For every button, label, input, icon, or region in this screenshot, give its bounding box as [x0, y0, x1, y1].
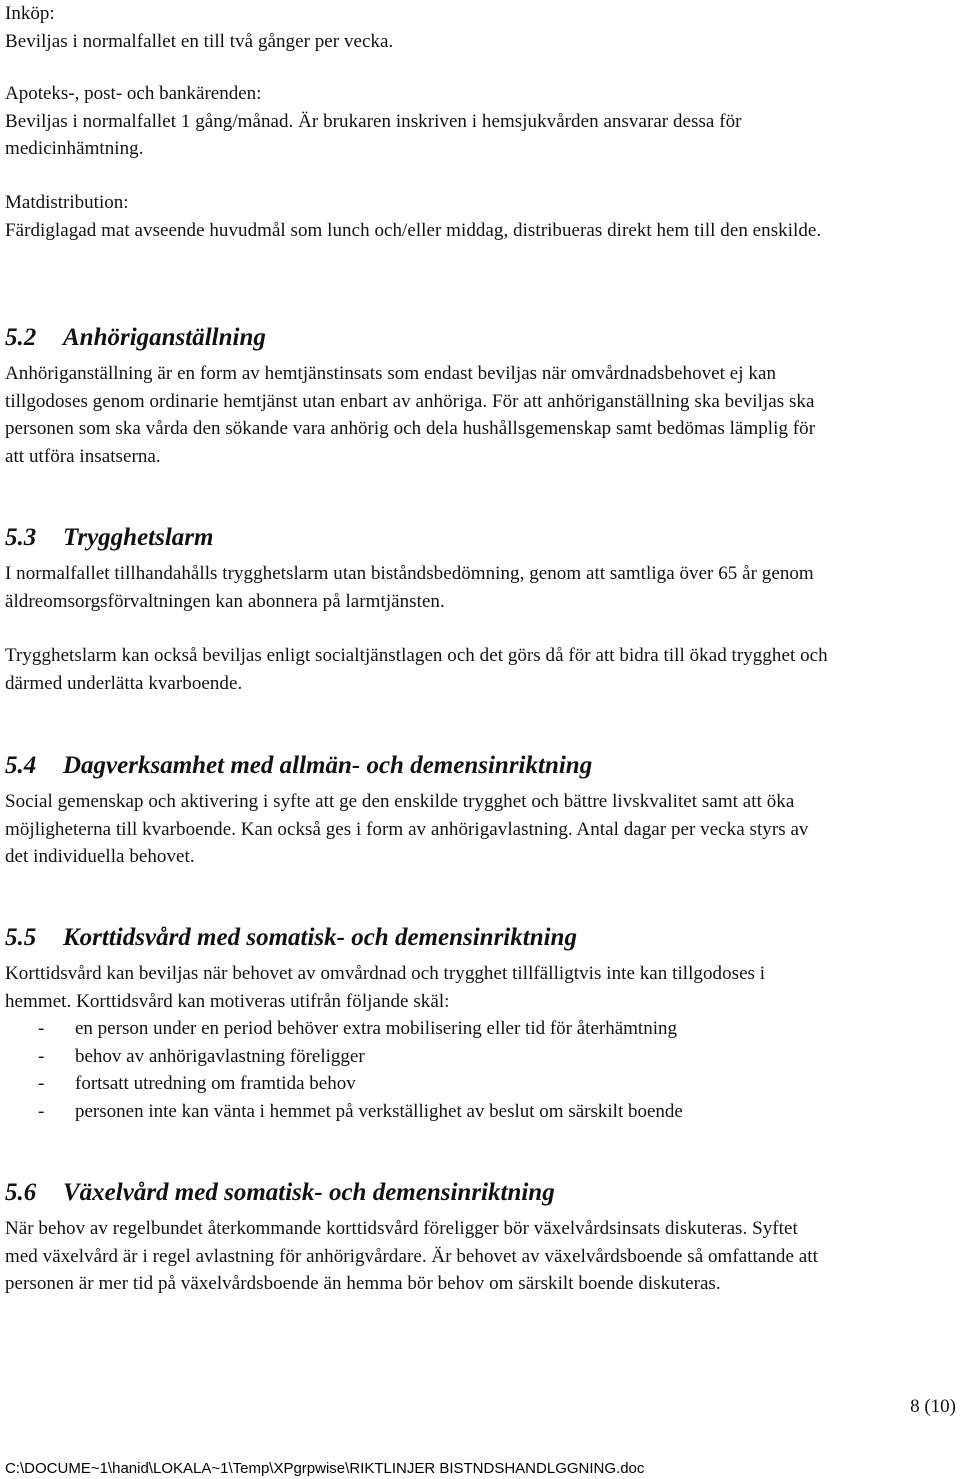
list-item-text: behov av anhörigavlastning föreligger: [75, 1045, 365, 1067]
apotek-label: Apoteks-, post- och bankärenden:: [5, 83, 262, 104]
list-item: [5, 1043, 945, 1071]
section-text: När behov av regelbundet återkommande korttidsvård föreligger bör växelvårdsinsats diskuteras. Syftet med växelvård är i regel avlastning för anhörigvårdare. Är behovet av växelvårdsboende så omfattande att personen är mer tid på växelvårdsboende än hemma bör behov om särskilt boende diskuteras.: [5, 1218, 818, 1294]
section-heading: [5, 922, 945, 954]
section-5-4: [5, 750, 945, 871]
apotek-text: Beviljas i normalfallet 1 gång/månad. Är brukaren inskriven i hemsjukvården ansvarar dessa för medicinhämtning.: [5, 110, 742, 159]
section-number: 5.2: [5, 324, 37, 351]
apotek-section: [5, 80, 945, 163]
list-item-text: personen inte kan vänta i hemmet på verkställighet av beslut om särskilt boende: [75, 1100, 683, 1122]
list-dash: -: [38, 1100, 45, 1122]
list-dash: -: [38, 1018, 45, 1039]
intro-section: [5, 0, 945, 55]
mat-section: [5, 189, 945, 244]
section-text-2: Trygghetslarm kan också beviljas enligt socialtjänstlagen och det görs då för att bidra till ökad trygghet och därmed underlätta kvarboende.: [5, 645, 828, 694]
section-number: 5.5: [5, 924, 37, 951]
inkop-text: Beviljas i normalfallet en till två gånger per vecka.: [5, 30, 394, 52]
section-text: Anhöriganställning är en form av hemtjänstinsats som endast beviljas när omvårdnadsbehovet ej kan tillgodoses genom ordinarie hemtjänst utan enbart av anhöriga. För att anhöriganställning ska beviljas ska personen som ska vårda den sökande vara anhörig och dela hushållsgemenskap samt bedömas lämplig för att utföra insatserna.: [5, 363, 816, 467]
section-heading: [5, 522, 945, 554]
list-item: [5, 1070, 945, 1098]
list-item-text: fortsatt utredning om framtida behov: [75, 1073, 356, 1094]
section-title: Anhöriganställning: [63, 324, 266, 351]
section-title: Korttidsvård med somatisk- och demensinriktning: [63, 924, 577, 951]
section-text: Korttidsvård kan beviljas när behovet av omvårdnad och trygghet tillfälligtvis inte kan tillgodoses i hemmet. Korttidsvård kan motiveras utifrån följande skäl:: [5, 963, 766, 1012]
section-text: Social gemenskap och aktivering i syfte att ge den enskilde trygghet och bättre livskvalitet samt att öka möjligheterna till kvarboende. Kan också ges i form av anhörigavlastning. Antal dagar per vecka styrs av det individuella behovet.: [5, 791, 809, 867]
list-item-text: en person under en period behöver extra mobilisering eller tid för återhämtning: [75, 1018, 677, 1039]
section-heading: [5, 1177, 945, 1209]
section-title: Dagverksamhet med allmän- och demensinriktning: [63, 752, 593, 779]
list-dash: -: [38, 1045, 45, 1067]
section-title: Växelvård med somatisk- och demensinriktning: [63, 1179, 555, 1206]
section-5-3: [5, 522, 945, 697]
footer-file-path: C:\DOCUME~1\hanid\LOKALA~1\Temp\XPgrpwise\RIKTLINJER BISTNDSHANDLGGNING.doc: [5, 1460, 645, 1477]
list-item: [5, 1015, 945, 1043]
list-dash: -: [38, 1073, 45, 1094]
section-title: Trygghetslarm: [63, 524, 214, 551]
inkop-label: Inköp:: [5, 3, 55, 24]
section-number: 5.3: [5, 524, 37, 551]
mat-text: Färdiglagad mat avseende huvudmål som lunch och/eller middag, distribueras direkt hem till den enskilde.: [5, 219, 822, 241]
section-5-5: [5, 922, 945, 1125]
page-number: 8 (10): [910, 1396, 956, 1417]
mat-label: Matdistribution:: [5, 192, 129, 213]
reasons-list: [5, 1015, 945, 1125]
section-5-6: [5, 1177, 945, 1298]
section-heading: [5, 750, 945, 782]
section-heading: [5, 322, 945, 354]
list-item: [5, 1098, 945, 1126]
section-number: 5.4: [5, 752, 37, 779]
section-number: 5.6: [5, 1179, 37, 1206]
section-5-2: [5, 322, 945, 470]
section-text: I normalfallet tillhandahålls trygghetslarm utan biståndsbedömning, genom att samtliga över 65 år genom äldreomsorgsförvaltningen kan abonnera på larmtjänsten.: [5, 563, 814, 612]
